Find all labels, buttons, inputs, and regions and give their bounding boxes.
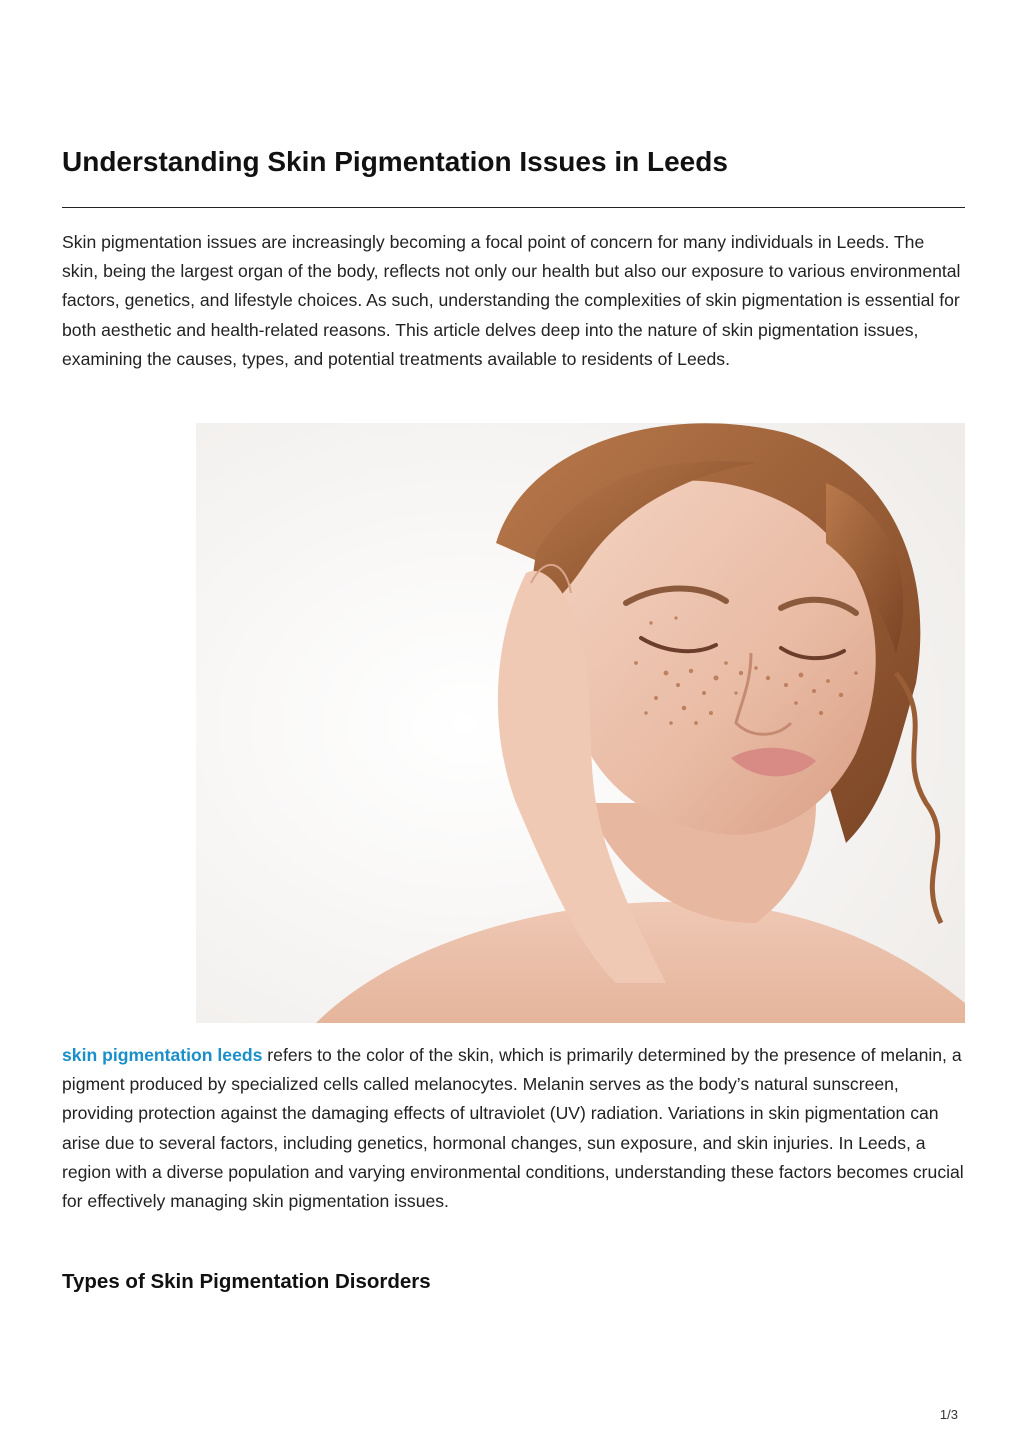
hero-image: [196, 423, 965, 1023]
woman-freckles-photo: [196, 423, 965, 1023]
body-paragraph: [62, 1041, 965, 1216]
page-number: 1/3: [939, 1407, 958, 1422]
title-divider: [62, 207, 965, 208]
page-title: Understanding Skin Pigmentation Issues in Leeds: [62, 146, 728, 177]
skin-pigmentation-link[interactable]: skin pigmentation leeds: [62, 1045, 263, 1065]
body-paragraph-text: refers to the color of the skin, which is primarily determined by the presence of melanin, a pigment produced by specialized cells called melanocytes. Melanin serves as the body’s natural sunscreen, providing protection against the damaging effects of ultraviolet (UV) radiation. Variations in skin pigmentation can arise due to several factors, including genetics, hormonal changes, sun exposure, and skin injuries. In Leeds, a region with a diverse population and varying environmental conditions, understanding these factors becomes crucial for effectively managing skin pigmentation issues.: [62, 1045, 964, 1212]
section-heading: Types of Skin Pigmentation Disorders: [62, 1270, 431, 1293]
intro-paragraph: Skin pigmentation issues are increasingly becoming a focal point of concern for many individuals in Leeds. The skin, being the largest organ of the body, reflects not only our health but also our exposure to various environmental factors, genetics, and lifestyle choices. As such, understanding the complexities of skin pigmentation is essential for both aesthetic and health-related reasons. This article delves deep into the nature of skin pigmentation issues, examining the causes, types, and potential treatments available to residents of Leeds.: [62, 232, 961, 369]
